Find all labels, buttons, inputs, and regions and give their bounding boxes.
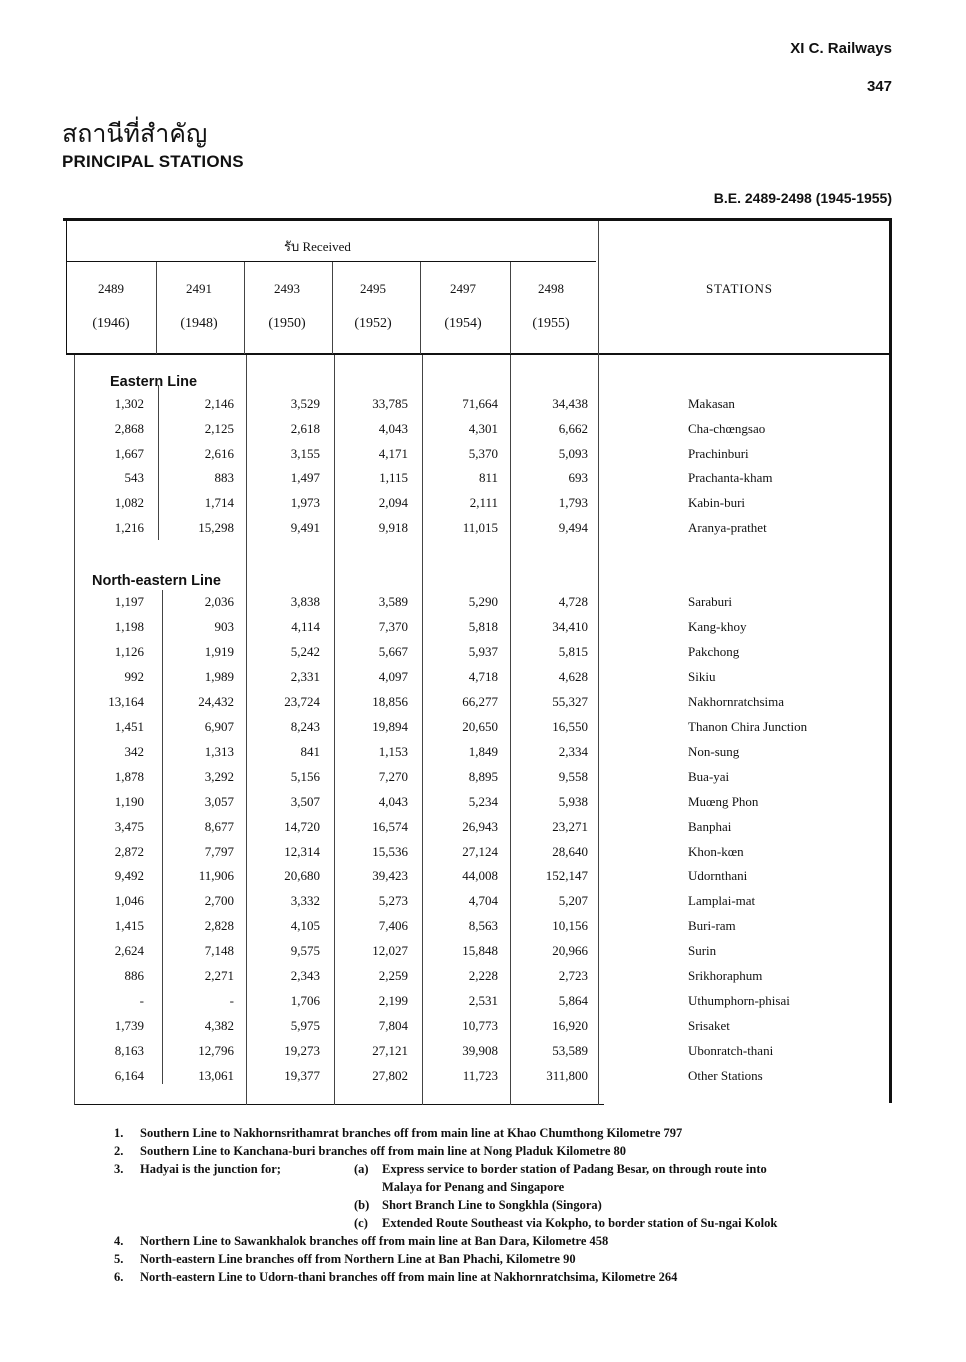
value-cell-2493: 2,343 <box>290 968 320 984</box>
value-cell-2497: 4,704 <box>468 893 498 909</box>
footnote-text: North-eastern Line to Udorn-thani branches off from main line at Nakhornratchsima, Kilometre 264 <box>140 1270 678 1284</box>
value-cell-2491: 15,298 <box>198 520 234 535</box>
value-cell-2491: 2,700 <box>204 893 234 909</box>
value-cell-2489: 2,624 <box>114 943 144 959</box>
value-cell-2498: 53,589 <box>552 1043 588 1059</box>
station-name: Lamplai-mat <box>688 893 756 909</box>
value-cell-2489: 1,046 <box>114 893 144 909</box>
table-row <box>0 893 966 917</box>
value-cell-2489: 1,216 <box>114 520 144 535</box>
table-row <box>0 844 966 868</box>
station-name: Surin <box>688 943 717 959</box>
value-cell-2498: 20,966 <box>552 943 588 959</box>
value-cell-2489: 8,163 <box>114 1043 144 1059</box>
table-row <box>0 993 966 1017</box>
value-cell-2495: 7,270 <box>378 768 408 784</box>
footnote-1 <box>114 1124 914 1142</box>
year-ad-2: (1950) <box>268 316 306 331</box>
value-cell-2489: 1,082 <box>114 495 144 511</box>
value-cell-2489: 2,872 <box>114 843 144 859</box>
value-cell-2497: 66,277 <box>462 693 498 709</box>
year-ad-4: (1954) <box>444 316 482 331</box>
footnote-sub-label: (b) <box>354 1198 370 1212</box>
value-cell-2495: 16,574 <box>372 818 408 834</box>
value-cell-2491: 7,148 <box>204 943 234 959</box>
value-cell-2498: 23,271 <box>552 818 588 834</box>
table-row <box>0 744 966 768</box>
table-row <box>0 495 966 519</box>
footnote-number: 3. <box>114 1162 124 1176</box>
year-be-0: 2489 <box>98 281 124 296</box>
value-cell-2497: 2,531 <box>468 993 498 1009</box>
value-cell-2498: 4,628 <box>558 668 588 684</box>
value-cell-2495: 2,259 <box>378 968 408 984</box>
year-be-2: 2493 <box>274 281 300 296</box>
value-cell-2491: 8,677 <box>204 818 234 834</box>
value-cell-2491: 1,919 <box>204 643 234 659</box>
footnote-6 <box>114 1268 914 1286</box>
value-cell-2495: 7,804 <box>378 1018 408 1034</box>
footnote-number: 1. <box>114 1126 124 1140</box>
footnote-sub-text: Extended Route Southeast via Kokpho, to border station of Su-ngai Kolok <box>382 1216 778 1230</box>
value-cell-2497: 811 <box>478 470 498 486</box>
table-row <box>0 819 966 843</box>
value-cell-2491: 2,616 <box>204 445 234 461</box>
value-cell-2491: 2,271 <box>204 968 234 984</box>
value-cell-2497: 44,008 <box>462 868 498 884</box>
value-cell-2498: 5,864 <box>558 993 588 1009</box>
year-ad-1: (1948) <box>180 316 218 331</box>
value-cell-2491: 2,125 <box>204 420 234 436</box>
value-cell-2495: 5,667 <box>378 643 408 659</box>
value-cell-2493: 1,973 <box>290 495 320 511</box>
value-cell-2491: 12,796 <box>198 1043 234 1059</box>
value-cell-2498: 16,550 <box>552 718 588 734</box>
value-cell-2489: 2,868 <box>114 420 144 436</box>
value-cell-2498: 55,327 <box>552 693 588 709</box>
value-cell-2493: 1,497 <box>290 470 320 486</box>
value-cell-2491: 883 <box>214 470 234 486</box>
value-cell-2489: 13,164 <box>108 693 144 709</box>
col-divider-4 <box>420 262 421 354</box>
station-name: Aranya-prathet <box>688 520 767 535</box>
table-row <box>0 520 966 544</box>
table-row <box>0 669 966 693</box>
station-name: Pakchong <box>688 643 740 659</box>
table-row <box>0 694 966 718</box>
col-divider-2 <box>244 262 245 354</box>
footnote-5 <box>114 1250 914 1268</box>
value-cell-2489: 1,198 <box>114 618 144 634</box>
stations-header: STATIONS <box>706 281 773 296</box>
station-name: Makasan <box>688 396 735 411</box>
value-cell-2498: 311,800 <box>546 1068 588 1084</box>
footnote-sub-label: (a) <box>354 1162 369 1176</box>
value-cell-2495: 7,406 <box>378 918 408 934</box>
value-cell-2498: 693 <box>568 470 588 486</box>
value-cell-2493: 20,680 <box>284 868 320 884</box>
value-cell-2491: 13,061 <box>198 1068 234 1084</box>
value-cell-2495: 4,097 <box>378 668 408 684</box>
year-be-3: 2495 <box>360 281 386 296</box>
value-cell-2489: 1,878 <box>114 768 144 784</box>
value-cell-2498: 9,494 <box>558 520 588 535</box>
value-cell-2491: 4,382 <box>204 1018 234 1034</box>
station-name: Uthumphorn-phisai <box>688 993 790 1009</box>
stations-divider-header <box>598 221 599 355</box>
footnote-number: 2. <box>114 1144 124 1158</box>
value-cell-2493: 5,156 <box>290 768 320 784</box>
value-cell-2495: 7,370 <box>378 618 408 634</box>
station-name: Srikhoraphum <box>688 968 763 984</box>
table-row <box>0 1068 966 1092</box>
value-cell-2493: 2,618 <box>290 420 320 436</box>
value-cell-2491: 3,057 <box>204 793 234 809</box>
value-cell-2498: 1,793 <box>558 495 588 511</box>
col-divider-3 <box>332 262 333 354</box>
value-cell-2497: 71,664 <box>462 396 498 411</box>
value-cell-2497: 5,234 <box>468 793 498 809</box>
value-cell-2498: 5,093 <box>558 445 588 461</box>
value-cell-2495: 9,918 <box>378 520 408 535</box>
station-name: Kang-khoy <box>688 618 747 634</box>
footnote-sub-text: Express service to border station of Padang Besar, on through route into <box>382 1162 767 1176</box>
value-cell-2495: 27,802 <box>372 1068 408 1084</box>
value-cell-2491: 903 <box>214 618 234 634</box>
value-cell-2493: 8,243 <box>290 718 320 734</box>
year-be-5: 2498 <box>538 281 564 296</box>
value-cell-2497: 11,723 <box>462 1068 498 1084</box>
group-title-north-eastern: North-eastern Line <box>92 573 221 589</box>
value-cell-2493: 19,377 <box>284 1068 320 1084</box>
value-cell-2489: 1,302 <box>114 396 144 411</box>
table-row <box>0 421 966 445</box>
value-cell-2498: 28,640 <box>552 843 588 859</box>
value-cell-2497: 2,228 <box>468 968 498 984</box>
value-cell-2497: 5,290 <box>468 594 498 609</box>
station-name: Other Stations <box>688 1068 763 1084</box>
value-cell-2491: 3,292 <box>204 768 234 784</box>
value-cell-2495: 1,115 <box>379 470 408 486</box>
value-cell-2495: 18,856 <box>372 693 408 709</box>
footnote-text: Northern Line to Sawankhalok branches off from main line at Ban Dara, Kilometre 458 <box>140 1234 609 1248</box>
station-name: Nakhornratchsima <box>688 693 785 709</box>
value-cell-2489: 886 <box>124 968 144 984</box>
value-cell-2493: 5,242 <box>290 643 320 659</box>
table-row <box>0 794 966 818</box>
value-cell-2489: 1,451 <box>114 718 144 734</box>
value-cell-2493: 9,491 <box>290 520 320 535</box>
value-cell-2489: 3,475 <box>114 818 144 834</box>
station-name: Cha-chœngsao <box>688 420 766 436</box>
value-cell-2489: 1,667 <box>114 445 144 461</box>
year-be-4: 2497 <box>450 281 476 296</box>
value-cell-2495: 1,153 <box>378 743 408 759</box>
value-cell-2497: 4,301 <box>468 420 498 436</box>
value-cell-2491: 2,146 <box>204 396 234 411</box>
value-cell-2497: 4,718 <box>468 668 498 684</box>
year-ad-0: (1946) <box>92 316 130 331</box>
header-bottom-rule <box>66 353 892 355</box>
value-cell-2498: 5,938 <box>558 793 588 809</box>
value-cell-2497: 1,849 <box>468 743 498 759</box>
station-name: Muœng Phon <box>688 793 759 809</box>
table-row <box>0 968 966 992</box>
value-cell-2495: 3,589 <box>378 594 408 609</box>
table-row <box>0 446 966 470</box>
footnote-text: Southern Line to Kanchana-buri branches off from main line at Nong Pladuk Kilometre 80 <box>140 1144 627 1158</box>
table-row <box>0 868 966 892</box>
table-row <box>0 396 966 420</box>
value-cell-2491: 2,828 <box>204 918 234 934</box>
page-title: PRINCIPAL STATIONS <box>62 152 244 171</box>
table-row <box>0 1018 966 1042</box>
value-cell-2489: 1,190 <box>114 793 144 809</box>
station-name: Saraburi <box>688 594 733 609</box>
footnote-number: 5. <box>114 1252 124 1266</box>
value-cell-2498: 4,728 <box>558 594 588 609</box>
value-cell-2489: 1,739 <box>114 1018 144 1034</box>
value-cell-2489: 992 <box>124 668 144 684</box>
value-cell-2495: 4,043 <box>378 420 408 436</box>
value-cell-2498: 152,147 <box>545 868 588 884</box>
table-row <box>0 619 966 643</box>
station-name: Srisaket <box>688 1018 730 1034</box>
value-cell-2497: 20,650 <box>462 718 498 734</box>
value-cell-2495: 15,536 <box>372 843 408 859</box>
value-cell-2497: 2,111 <box>469 495 498 511</box>
value-cell-2491: 24,432 <box>198 693 234 709</box>
value-cell-2495: 33,785 <box>372 396 408 411</box>
year-ad-5: (1955) <box>532 316 570 331</box>
footnote-2 <box>114 1142 914 1160</box>
value-cell-2497: 11,015 <box>462 520 498 535</box>
year-be-1: 2491 <box>186 281 212 296</box>
value-cell-2491: 2,036 <box>204 594 234 609</box>
col-divider-1 <box>156 262 157 354</box>
footnote-text: North-eastern Line branches off from Northern Line at Ban Phachi, Kilometre 90 <box>140 1252 576 1266</box>
received-rule <box>66 261 596 262</box>
value-cell-2493: 3,529 <box>290 396 320 411</box>
value-cell-2489: 1,415 <box>114 918 144 934</box>
value-cell-2489: 342 <box>124 743 144 759</box>
table-row <box>0 594 966 618</box>
table-row <box>0 470 966 494</box>
value-cell-2498: 10,156 <box>552 918 588 934</box>
value-cell-2489: - <box>139 993 144 1009</box>
footnote-3a-cont: Malaya for Penang and Singapore <box>382 1180 565 1194</box>
table-row <box>0 943 966 967</box>
received-label: รับ Received <box>284 239 351 254</box>
value-cell-2493: 5,975 <box>290 1018 320 1034</box>
group-title-eastern: Eastern Line <box>110 374 198 390</box>
footnotes <box>114 1124 914 1286</box>
value-cell-2493: 3,332 <box>290 893 320 909</box>
value-cell-2498: 2,723 <box>558 968 588 984</box>
value-cell-2493: 3,838 <box>290 594 320 609</box>
station-name: Prachinburi <box>688 445 749 461</box>
table-bottom-rule <box>74 1104 604 1105</box>
col-divider-5 <box>510 262 511 354</box>
value-cell-2489: 1,126 <box>114 643 144 659</box>
station-name: Khon-kœn <box>688 843 744 859</box>
value-cell-2493: 14,720 <box>284 818 320 834</box>
value-cell-2489: 6,164 <box>114 1068 144 1084</box>
value-cell-2498: 5,815 <box>558 643 588 659</box>
value-cell-2495: 4,043 <box>378 793 408 809</box>
value-cell-2495: 12,027 <box>372 943 408 959</box>
station-name: Ubonratch-thani <box>688 1043 774 1059</box>
value-cell-2493: 23,724 <box>284 693 320 709</box>
value-cell-2497: 27,124 <box>462 843 498 859</box>
station-name: Non-sung <box>688 743 740 759</box>
table-row <box>0 769 966 793</box>
table-row <box>0 1043 966 1067</box>
station-name: Udornthani <box>688 868 748 884</box>
value-cell-2497: 39,908 <box>462 1043 498 1059</box>
value-cell-2497: 8,895 <box>468 768 498 784</box>
station-name: Kabin-buri <box>688 495 746 511</box>
value-cell-2491: 1,714 <box>204 495 234 511</box>
value-cell-2495: 39,423 <box>372 868 408 884</box>
value-cell-2497: 5,818 <box>468 618 498 634</box>
value-cell-2493: 3,507 <box>290 793 320 809</box>
section-title: XI C. Railways <box>790 40 892 57</box>
value-cell-2491: 7,797 <box>204 843 234 859</box>
station-name: Sikiu <box>688 668 716 684</box>
value-cell-2493: 4,114 <box>291 618 320 634</box>
value-cell-2491: 6,907 <box>204 718 234 734</box>
footnote-number: 6. <box>114 1270 124 1284</box>
value-cell-2498: 34,438 <box>552 396 588 411</box>
value-cell-2495: 19,894 <box>372 718 408 734</box>
value-cell-2498: 5,207 <box>558 893 588 909</box>
page-number: 347 <box>866 78 892 95</box>
value-cell-2497: 8,563 <box>468 918 498 934</box>
value-cell-2493: 19,273 <box>284 1043 320 1059</box>
table-row <box>0 719 966 743</box>
value-cell-2495: 2,199 <box>378 993 408 1009</box>
value-cell-2493: 2,331 <box>290 668 320 684</box>
value-cell-2493: 1,706 <box>290 993 320 1009</box>
value-cell-2497: 15,848 <box>462 943 498 959</box>
value-cell-2497: 26,943 <box>462 818 498 834</box>
table-row <box>0 918 966 942</box>
value-cell-2498: 16,920 <box>552 1018 588 1034</box>
station-name: Bua-yai <box>688 768 730 784</box>
value-cell-2489: 9,492 <box>114 868 144 884</box>
value-cell-2498: 9,558 <box>558 768 588 784</box>
value-cell-2497: 5,937 <box>468 643 498 659</box>
value-cell-2493: 841 <box>300 743 320 759</box>
value-cell-2498: 6,662 <box>558 420 588 436</box>
value-cell-2498: 2,334 <box>558 743 588 759</box>
value-cell-2497: 5,370 <box>468 445 498 461</box>
footnote-text: Southern Line to Nakhornsrithamrat branches off from main line at Khao Chumthong Kilometre 797 <box>140 1126 683 1140</box>
value-cell-2489: 543 <box>124 470 144 486</box>
year-ad-3: (1952) <box>354 316 392 331</box>
value-cell-2491: - <box>229 993 234 1009</box>
value-cell-2493: 9,575 <box>290 943 320 959</box>
footnote-text: Hadyai is the junction for; <box>140 1162 281 1176</box>
footnote-4 <box>114 1232 914 1250</box>
thai-title: สถานีที่สำคัญ <box>62 119 208 148</box>
value-cell-2489: 1,197 <box>114 594 144 609</box>
period-label: B.E. 2489-2498 (1945-1955) <box>713 190 892 206</box>
value-cell-2495: 2,094 <box>378 495 408 511</box>
footnote-3c <box>114 1214 914 1232</box>
footnote-sub-text: Short Branch Line to Songkhla (Singora) <box>382 1198 602 1212</box>
station-name: Buri-ram <box>688 918 736 934</box>
station-name: Prachanta-kham <box>688 470 773 486</box>
footnote-3b <box>114 1196 914 1214</box>
footnote-sub-label: (c) <box>354 1216 368 1230</box>
value-cell-2491: 1,989 <box>204 668 234 684</box>
value-cell-2491: 11,906 <box>198 868 234 884</box>
station-name: Thanon Chira Junction <box>688 718 808 734</box>
footnote-3 <box>114 1160 914 1178</box>
table-top-rule <box>63 218 892 221</box>
value-cell-2495: 27,121 <box>372 1043 408 1059</box>
value-cell-2495: 5,273 <box>378 893 408 909</box>
footnote-number: 4. <box>114 1234 124 1248</box>
value-cell-2495: 4,171 <box>378 445 408 461</box>
value-cell-2493: 3,155 <box>290 445 320 461</box>
value-cell-2497: 10,773 <box>462 1018 498 1034</box>
value-cell-2493: 4,105 <box>290 918 320 934</box>
station-name: Banphai <box>688 818 732 834</box>
value-cell-2491: 1,313 <box>204 743 234 759</box>
value-cell-2493: 12,314 <box>284 843 320 859</box>
value-cell-2498: 34,410 <box>552 618 588 634</box>
table-row <box>0 644 966 668</box>
